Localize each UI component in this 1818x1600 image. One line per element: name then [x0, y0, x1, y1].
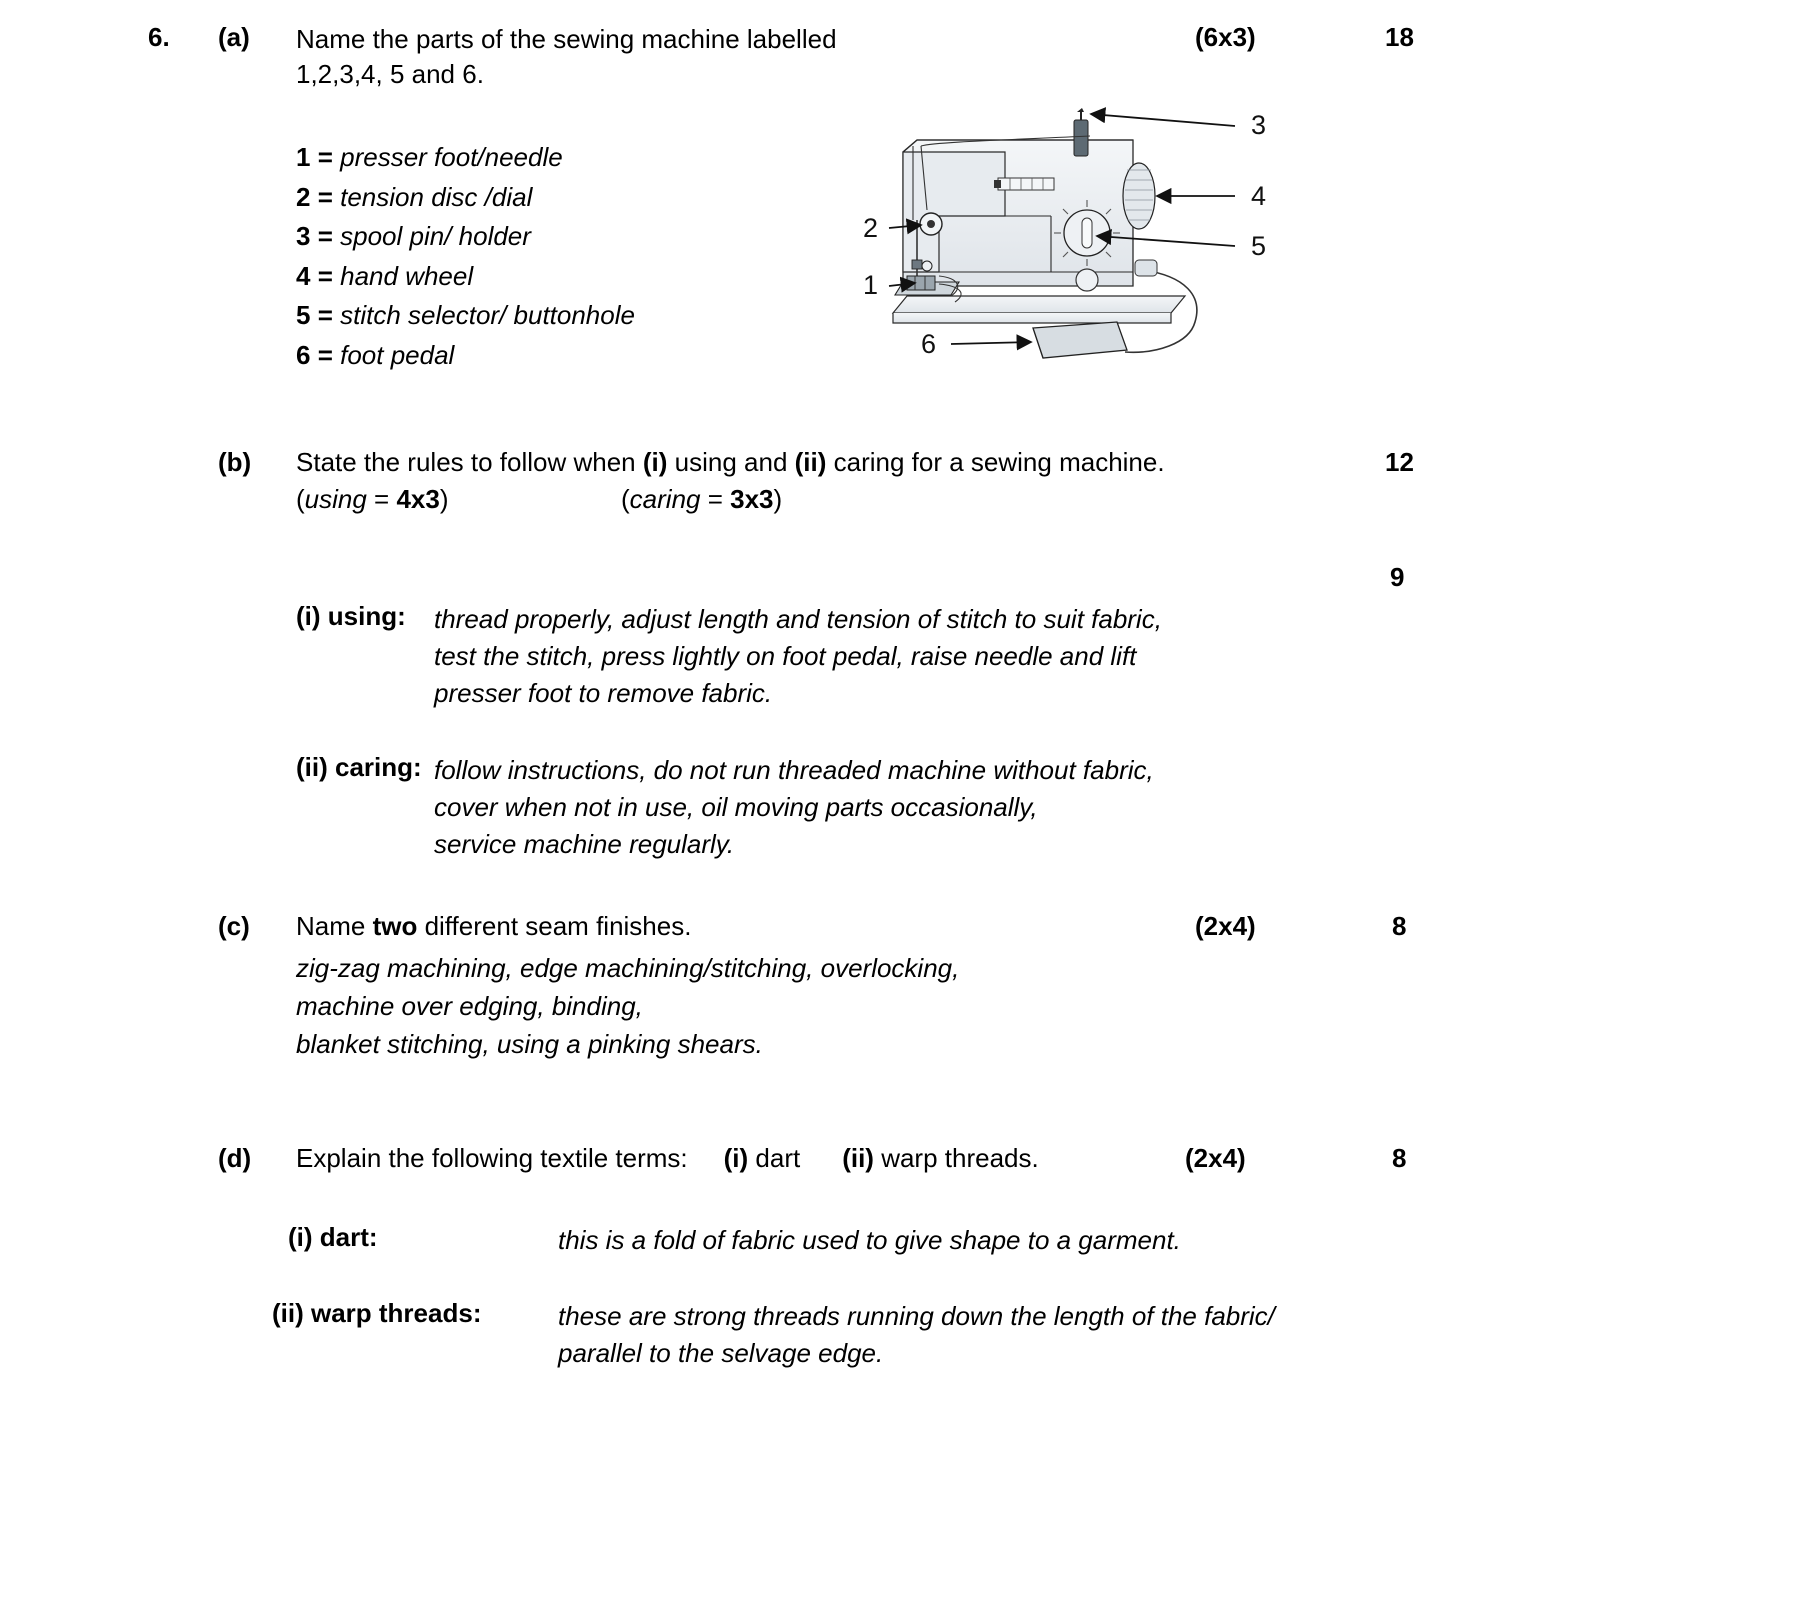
machine-base: [893, 296, 1185, 323]
question-6a-stem-line2: 1,2,3,4, 5 and 6.: [296, 59, 484, 90]
q6d-term-i: dart: [748, 1143, 801, 1173]
answer-item: [296, 296, 635, 336]
question-6a-row: [148, 22, 1548, 92]
question-6c-marks-formula: (2x4): [1195, 911, 1256, 941]
answer-equals: =: [317, 300, 333, 331]
stitch-length-plate: [994, 178, 1054, 190]
question-6d-dart-answer: [288, 1222, 1588, 1259]
seam-finish-line: machine over edging, binding,: [296, 990, 643, 1021]
answer-item: [296, 336, 635, 376]
callout-4: 4: [1251, 181, 1267, 211]
callout-1: 1: [863, 270, 879, 300]
answer-value: stitch selector/ buttonhole: [340, 300, 635, 331]
question-6a-answer-list: [296, 138, 635, 375]
q6c-stem-bold: two: [372, 911, 418, 941]
caring-eq: =: [700, 484, 731, 514]
question-6a-stem: [296, 22, 1548, 92]
q6b-stem-mid1: using and: [667, 447, 795, 477]
warp-tag: (ii) warp threads:: [272, 1298, 482, 1328]
q6b-roman-ii: (ii): [794, 447, 827, 477]
answer-label: 2: [296, 181, 311, 212]
paren-close: ): [773, 484, 783, 514]
q6d-term-ii-label: (ii): [842, 1143, 874, 1173]
caring-answer-line: cover when not in use, oil moving parts occasionally,: [434, 791, 1038, 822]
using-value: 4x3: [396, 484, 440, 514]
caring-word: caring: [629, 484, 701, 514]
question-6b-using-answer: [296, 601, 1396, 712]
question-6d-marks-formula: (2x4): [1185, 1143, 1246, 1173]
answer-item: [296, 178, 635, 218]
spool-pin-part: [1074, 108, 1088, 156]
q6d-term-ii: warp threads.: [873, 1143, 1039, 1173]
part-letter-c: (c): [218, 911, 250, 941]
q6d-term-i-label: (i): [723, 1143, 749, 1173]
q6b-roman-i: (i): [642, 447, 668, 477]
answer-value: foot pedal: [340, 339, 455, 370]
caring-value: 3x3: [730, 484, 774, 514]
using-word: using: [304, 484, 367, 514]
answer-label: 5: [296, 300, 311, 331]
answer-value: presser foot/needle: [340, 142, 563, 172]
using-eq: =: [366, 484, 397, 514]
question-6d-marks-total: 8: [1392, 1143, 1407, 1173]
q6b-caring-weight: [621, 484, 782, 515]
answer-value: spool pin/ holder: [340, 221, 531, 252]
answer-label: 1: [296, 142, 311, 172]
part-letter-d: (d): [218, 1143, 252, 1173]
callout-6: 6: [921, 329, 937, 359]
question-6c-row: [218, 911, 1338, 942]
callout-3: 3: [1251, 110, 1267, 140]
answer-value: hand wheel: [340, 260, 474, 291]
q6c-stem-post: different seam finishes.: [417, 911, 692, 941]
warp-answer-text: [558, 1298, 1275, 1372]
paren-open: (: [621, 484, 630, 514]
part-letter-a: (a): [218, 22, 250, 52]
using-answer-text: [434, 601, 1162, 712]
q6b-using-weight: [296, 484, 449, 515]
question-6c-marks-total: 8: [1392, 911, 1407, 941]
question-6a-marks-formula: (6x3): [1195, 22, 1256, 52]
using-answer-line: test the stitch, press lightly on foot pedal, raise needle and lift: [434, 640, 1137, 671]
question-6b-stem: [296, 447, 1338, 478]
tension-disc-part: [920, 213, 942, 235]
using-tag: (i) using:: [296, 601, 406, 631]
q6d-stem-pre: Explain the following textile terms:: [296, 1143, 688, 1173]
answer-equals: =: [317, 142, 333, 172]
dart-tag: (i) dart:: [288, 1222, 378, 1252]
answer-label: 3: [296, 221, 311, 252]
answer-item: [296, 217, 635, 257]
q6b-stem-pre: State the rules to follow when: [296, 447, 643, 477]
answer-value: tension disc /dial: [340, 181, 533, 212]
answer-equals: =: [317, 181, 333, 212]
question-6b-row: [218, 447, 1338, 478]
q6b-stem-mid2: caring for a sewing machine.: [826, 447, 1165, 477]
question-6c-stem: [296, 911, 1338, 942]
answer-label: 6: [296, 339, 311, 370]
hand-wheel-part: [1123, 163, 1155, 229]
answer-equals: =: [317, 221, 333, 252]
part-letter-b: (b): [218, 447, 252, 477]
using-answer-line: presser foot to remove fabric.: [434, 677, 773, 708]
question-6b-marks-total: 12: [1385, 447, 1414, 477]
dart-answer-line: this is a fold of fabric used to give shape to a garment.: [558, 1225, 1181, 1255]
using-answer-line: thread properly, adjust length and tension of stitch to suit fabric,: [434, 604, 1162, 634]
question-number: 6.: [148, 22, 170, 52]
caring-answer-line: service machine regularly.: [434, 828, 735, 859]
sewing-machine-diagram: [855, 100, 1325, 390]
question-6b-answer-marks: 9: [1390, 562, 1405, 592]
callout-5: 5: [1251, 231, 1267, 261]
q6c-stem-pre: Name: [296, 911, 373, 941]
paren-open: (: [296, 484, 305, 514]
seam-finish-line: zig-zag machining, edge machining/stitching, overlocking,: [296, 953, 960, 983]
answer-label: 4: [296, 260, 311, 291]
question-6d-warp-answer: [272, 1298, 1612, 1372]
answer-item: [296, 138, 635, 178]
question-6b-caring-answer: [296, 752, 1396, 863]
paren-close: ): [439, 484, 449, 514]
callout-2: 2: [863, 213, 879, 243]
seam-finish-line: blanket stitching, using a pinking shears.: [296, 1028, 763, 1059]
answer-equals: =: [317, 339, 333, 370]
question-6c-answer-list: [296, 950, 959, 1064]
foot-pedal-part: [1033, 322, 1127, 358]
warp-answer-line: these are strong threads running down the length of the fabric/: [558, 1301, 1275, 1331]
question-6a-stem-line1: Name the parts of the sewing machine labelled: [296, 24, 837, 54]
stitch-selector-part: [1054, 200, 1120, 266]
dart-answer-text: [558, 1222, 1181, 1259]
answer-equals: =: [317, 260, 333, 291]
warp-answer-line: parallel to the selvage edge.: [558, 1337, 884, 1368]
answer-item: [296, 257, 635, 297]
caring-answer-text: [434, 752, 1154, 863]
caring-answer-line: follow instructions, do not run threaded machine without fabric,: [434, 755, 1154, 785]
caring-tag: (ii) caring:: [296, 752, 422, 782]
question-6a-marks-total: 18: [1385, 22, 1414, 52]
